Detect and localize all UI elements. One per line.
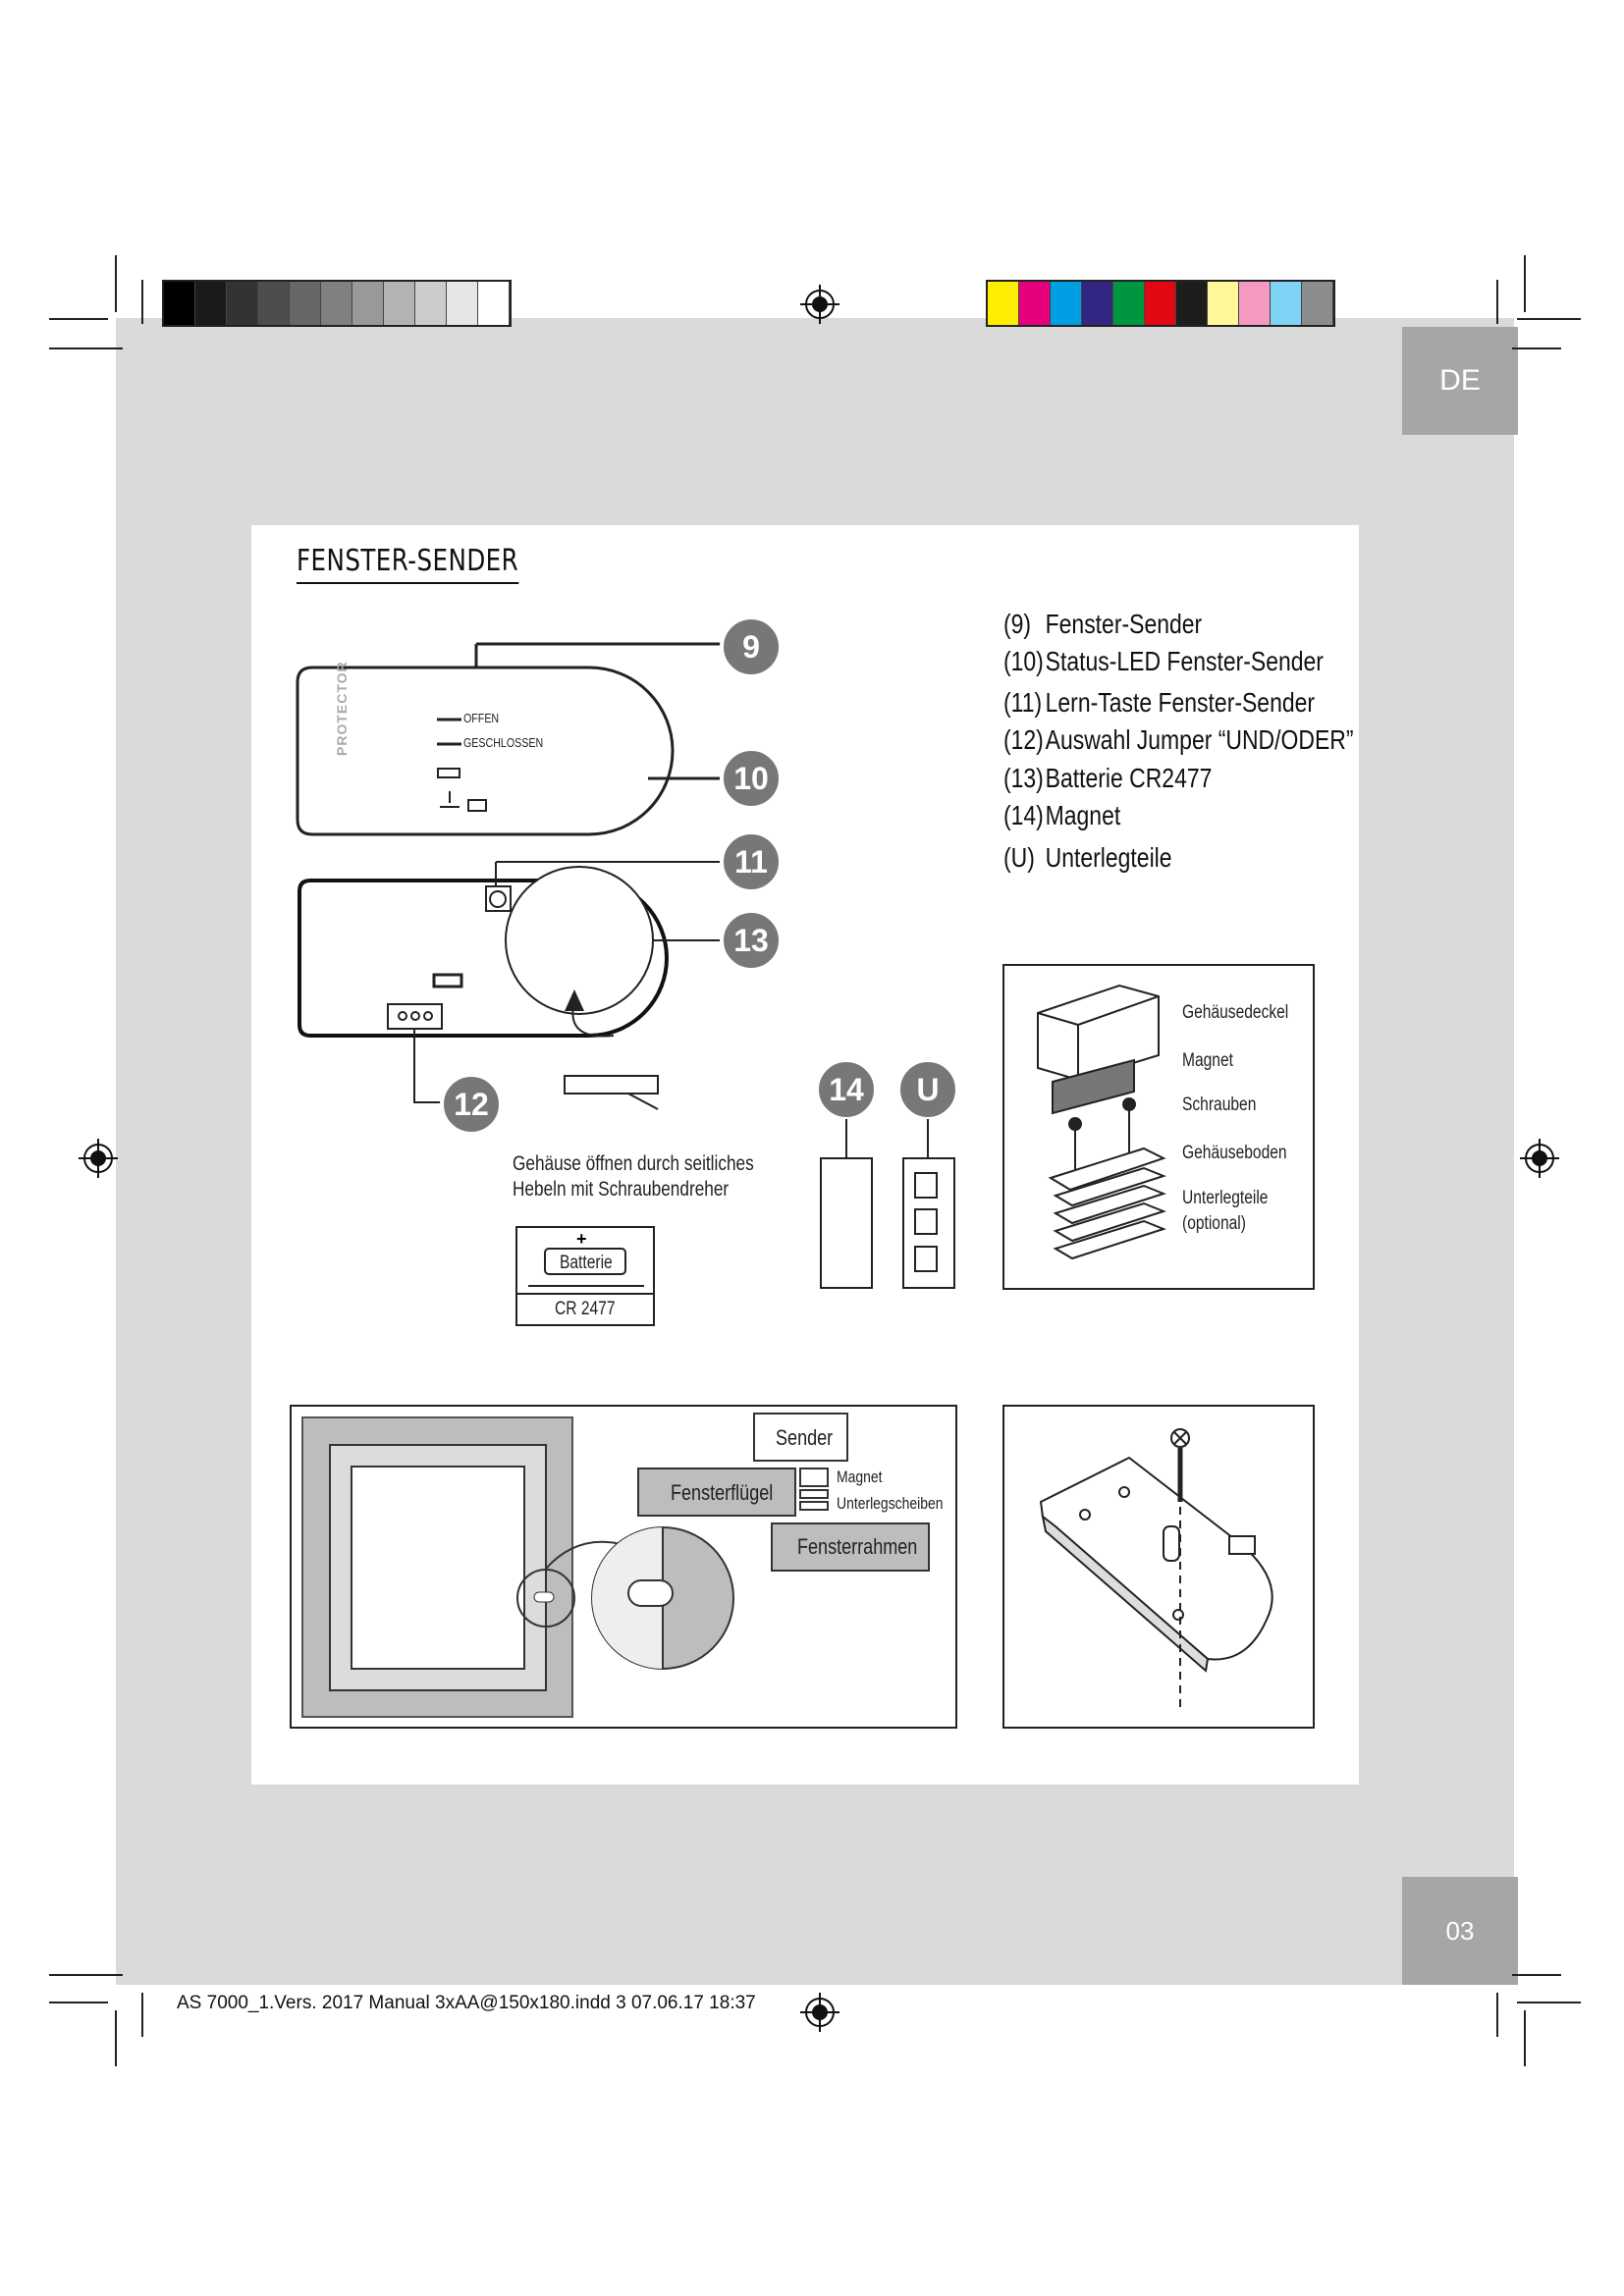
label-washers: Unterlegscheiben: [837, 1494, 944, 1513]
battery-compartment: [506, 867, 653, 1014]
battery-model: CR 2477: [555, 1299, 616, 1319]
legend-label: Batterie CR2477: [1045, 763, 1213, 793]
print-slug: AS 7000_1.Vers. 2017 Manual 3xAA@150x180.indd 3 07.06.17 18:37: [177, 1993, 756, 2013]
callout-11: 11: [734, 844, 768, 880]
language-label: DE: [1439, 364, 1481, 397]
callout-14: 14: [829, 1072, 864, 1107]
legend-label: Fenster-Sender: [1045, 609, 1203, 639]
legend-label: Magnet: [1045, 800, 1121, 830]
magnet-part: [821, 1158, 872, 1288]
legend-label: Lern-Taste Fenster-Sender: [1045, 687, 1316, 718]
callout-10: 10: [733, 761, 769, 796]
callout-u: U: [916, 1072, 940, 1107]
legend-label: Unterlegteile: [1045, 842, 1172, 873]
open-instruction-line-1: Gehäuse öffnen durch seitliches: [513, 1152, 754, 1175]
legend-number: (13): [1003, 763, 1044, 793]
label-magnet: Magnet: [1182, 1050, 1233, 1071]
label-shims: Unterlegteile: [1182, 1188, 1269, 1208]
page-number: 03: [1445, 1915, 1475, 1946]
label-magnet-mount: Magnet: [837, 1468, 883, 1486]
label-optional: (optional): [1182, 1213, 1246, 1234]
legend-label: Auswahl Jumper “UND/ODER”: [1045, 724, 1354, 755]
window-glass: [352, 1467, 524, 1669]
legend-label: Status-LED Fenster-Sender: [1045, 646, 1324, 676]
callout-12: 12: [454, 1087, 489, 1122]
label-housing-base: Gehäuseboden: [1182, 1143, 1287, 1163]
label-frame: Fensterrahmen: [797, 1534, 918, 1559]
screwdriver: [565, 1076, 658, 1109]
label-housing-cover: Gehäusedeckel: [1182, 1002, 1289, 1023]
led-open-label: OFFEN: [463, 711, 500, 725]
callout-9: 9: [742, 629, 760, 665]
legend-number: (U): [1003, 842, 1035, 873]
legend-number: (9): [1003, 609, 1032, 639]
led-closed-label: GESCHLOSSEN: [463, 735, 544, 750]
learn-button-outline: [438, 769, 460, 777]
jumper: [388, 1004, 442, 1029]
battery-label: Batterie: [560, 1253, 613, 1273]
open-instruction-line-2: Hebeln mit Schraubendreher: [513, 1178, 730, 1201]
legend-number: (10): [1003, 646, 1044, 676]
legend-number: (11): [1003, 687, 1043, 718]
legend-number: (14): [1003, 800, 1044, 830]
brand-logo: PROTECTOR: [334, 661, 350, 756]
label-screws: Schrauben: [1182, 1095, 1257, 1115]
callout-13: 13: [733, 923, 769, 958]
battery-plus: +: [576, 1229, 587, 1249]
legend-number: (12): [1003, 724, 1044, 755]
label-sash: Fensterflügel: [671, 1480, 774, 1505]
section-title: FENSTER-SENDER: [297, 544, 518, 584]
label-sender: Sender: [776, 1425, 834, 1450]
